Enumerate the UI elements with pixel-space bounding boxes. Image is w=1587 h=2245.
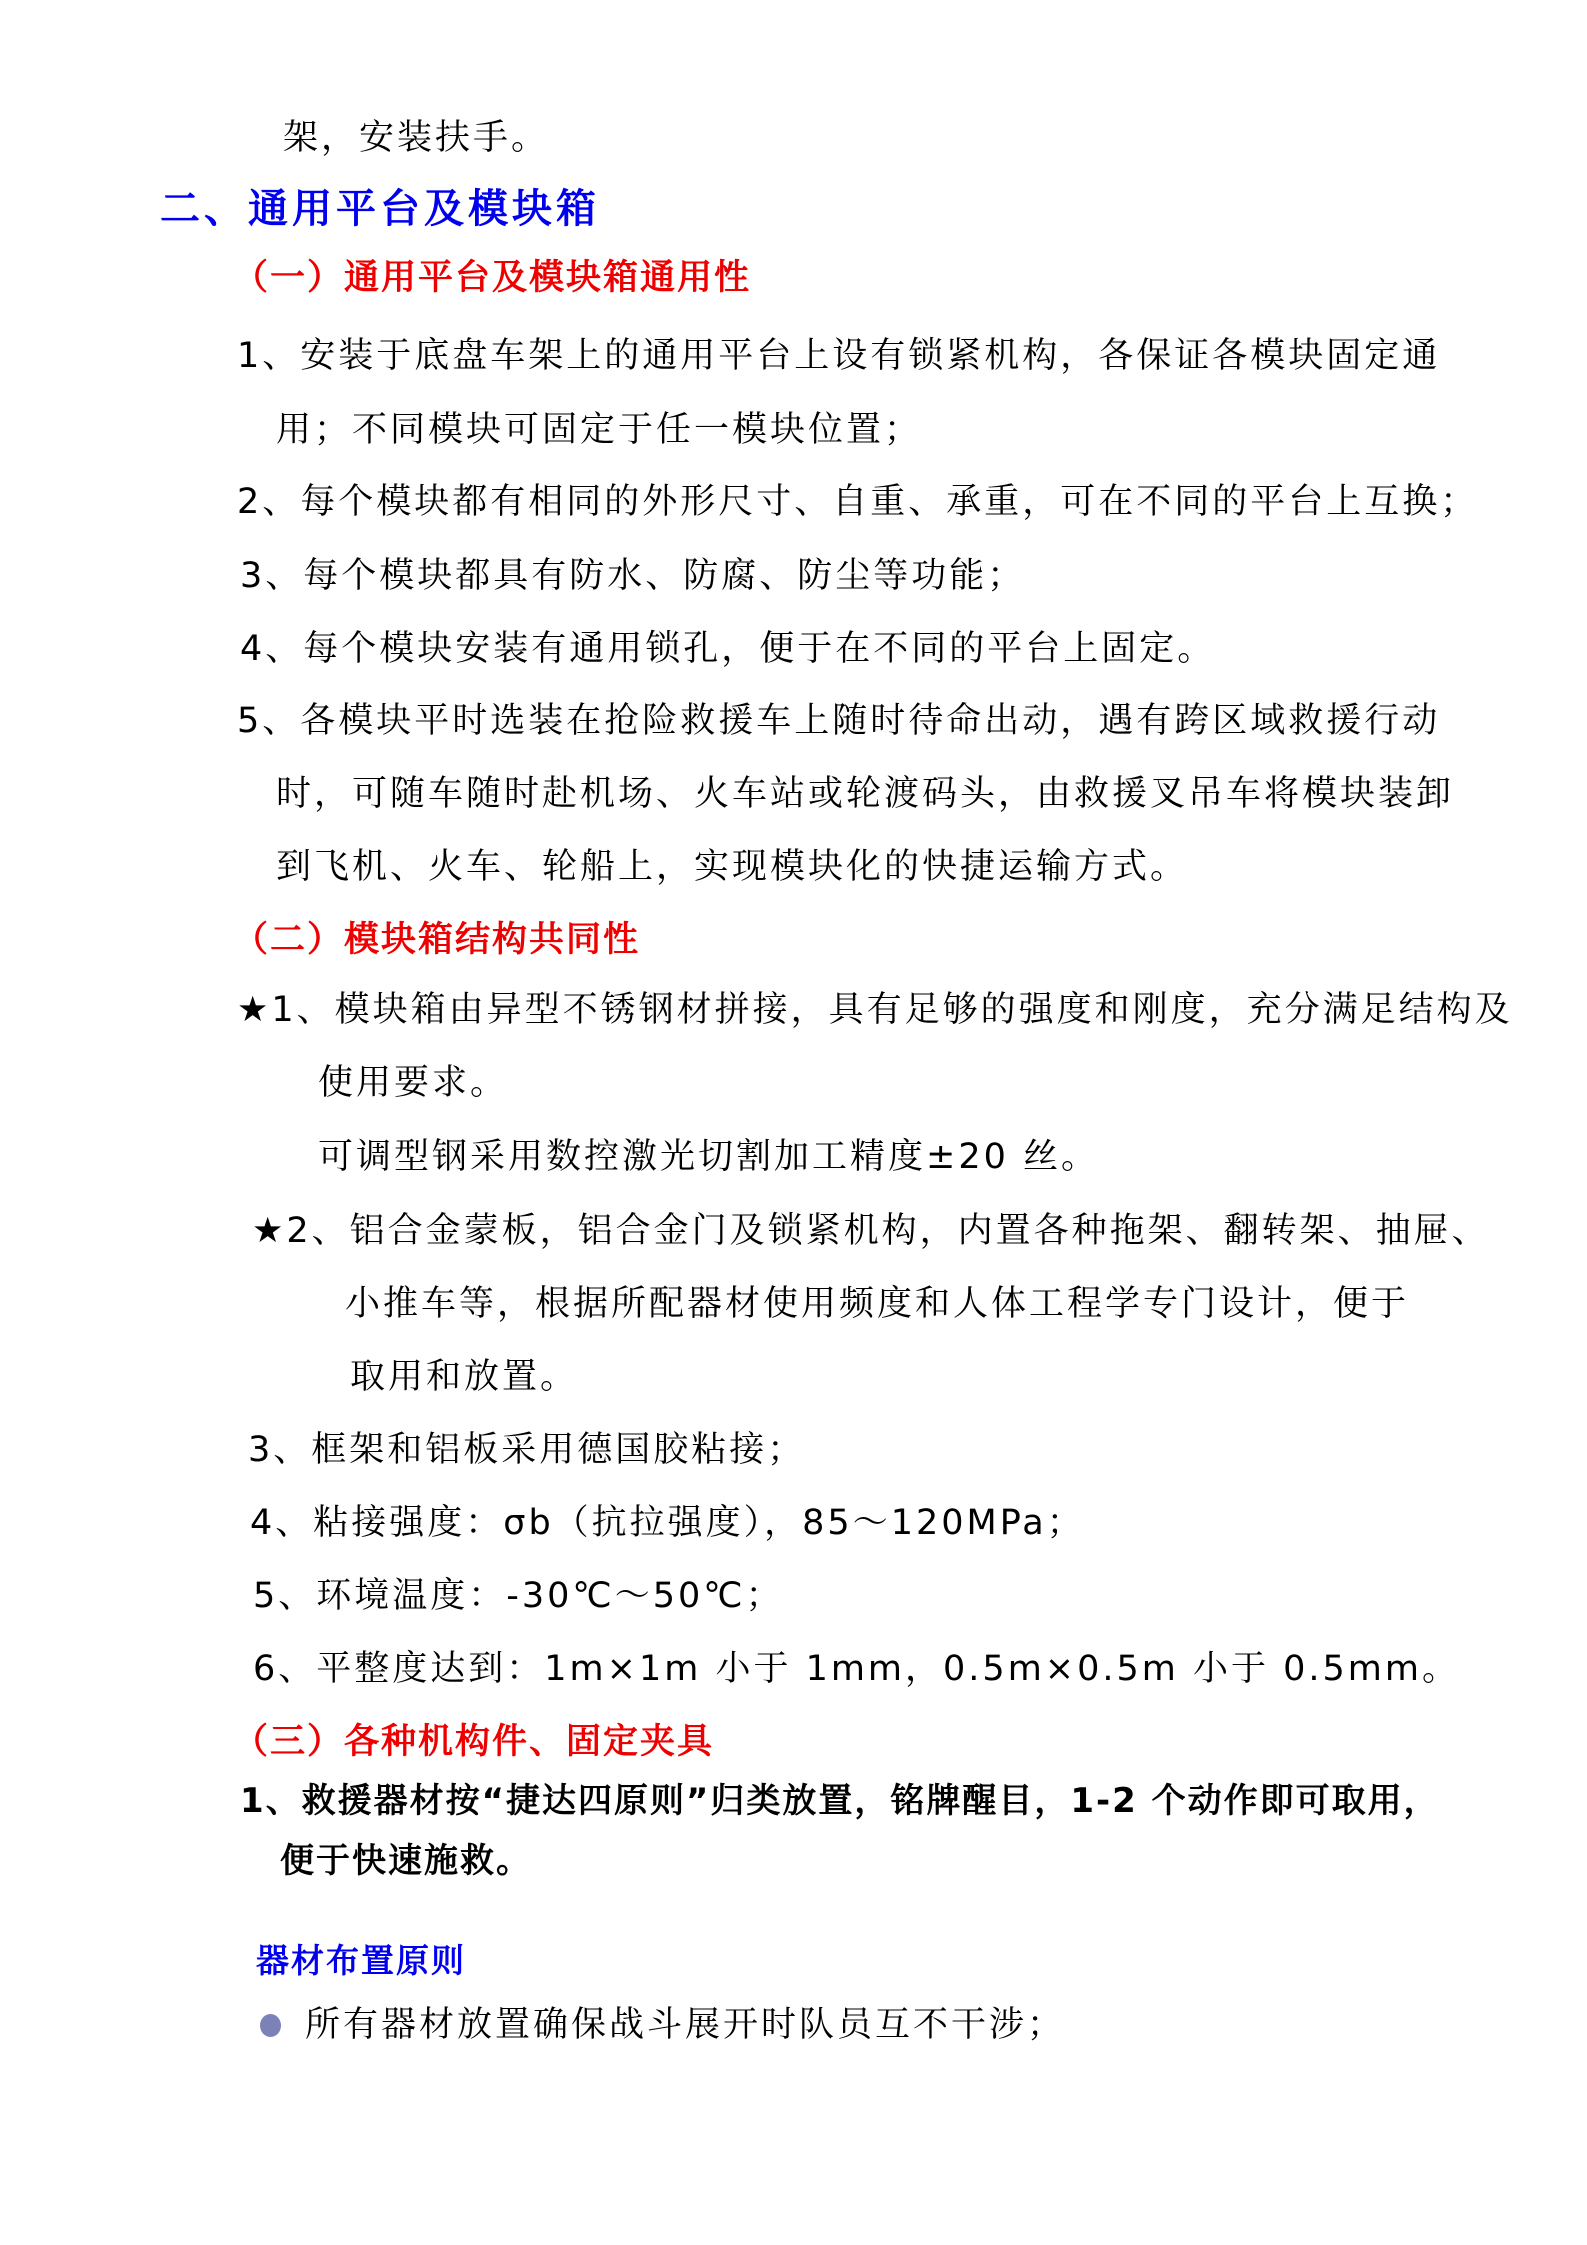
numbered-item-s2-5: 5、环境温度：-30℃～50℃； bbox=[253, 1576, 784, 1616]
numbered-item-3: 3、每个模块都具有防水、防腐、防尘等功能； bbox=[240, 556, 1026, 596]
subheading-red-1: （一）通用平台及模块箱通用性 bbox=[233, 258, 752, 298]
numbered-item-4: 4、每个模块安装有通用锁孔，便于在不同的平台上固定。 bbox=[240, 629, 1216, 669]
bullet-item-text: 所有器材放置确保战斗展开时队员互不干涉； bbox=[305, 2005, 1066, 2045]
bullet-dot-icon bbox=[260, 2014, 281, 2037]
numbered-item-s2-4: 4、粘接强度：σb（抗拉强度），85～120MPa； bbox=[250, 1503, 1085, 1543]
star-item-2-cont-2: 取用和放置。 bbox=[350, 1357, 579, 1397]
subheading-blue-principles: 器材布置原则 bbox=[256, 1941, 466, 1980]
numbered-item-s2-6: 6、平整度达到：1m×1m 小于 1mm，0.5m×0.5m 小于 0.5mm。 bbox=[253, 1649, 1460, 1689]
bold-item-1: 1、救援器材按“捷达四原则”归类放置，铭牌醒目，1-2 个动作即可取用， bbox=[240, 1781, 1440, 1821]
numbered-item-s2-3: 3、框架和铝板采用德国胶粘接； bbox=[248, 1430, 806, 1470]
numbered-item-1: 1、安装于底盘车架上的通用平台上设有锁紧机构，各保证各模块固定通 bbox=[237, 336, 1441, 376]
body-line-continuation: 架，安装扶手。 bbox=[283, 118, 550, 158]
star-item-1: ★1、模块箱由异型不锈钢材拼接，具有足够的强度和刚度，充分满足结构及 bbox=[237, 990, 1513, 1030]
star-item-2-cont-1: 小推车等，根据所配器材使用频度和人体工程学专门设计，便于 bbox=[345, 1284, 1410, 1324]
star-item-1-cont: 使用要求。 bbox=[318, 1063, 509, 1103]
numbered-item-5: 5、各模块平时选装在抢险救援车上随时待命出动，遇有跨区域救援行动 bbox=[237, 701, 1441, 741]
numbered-item-1-cont: 用；不同模块可固定于任一模块位置； bbox=[276, 410, 923, 450]
bold-item-1-cont: 便于快速施救。 bbox=[280, 1841, 532, 1881]
subheading-red-2: （二）模块箱结构共同性 bbox=[233, 920, 641, 960]
numbered-item-5-cont-1: 时，可随车随时赴机场、火车站或轮渡码头，由救援叉吊车将模块装卸 bbox=[276, 774, 1455, 814]
star-item-2: ★2、铝合金蒙板，铝合金门及锁紧机构，内置各种拖架、翻转架、抽屉、 bbox=[252, 1211, 1490, 1251]
numbered-item-5-cont-2: 到飞机、火车、轮船上，实现模块化的快捷运输方式。 bbox=[276, 847, 1189, 887]
bullet-item bbox=[260, 2005, 1065, 2045]
star-item-1-note: 可调型钢采用数控激光切割加工精度±20 丝。 bbox=[318, 1137, 1099, 1177]
numbered-item-2: 2、每个模块都有相同的外形尺寸、自重、承重，可在不同的平台上互换； bbox=[237, 482, 1479, 522]
section-heading-2: 二、通用平台及模块箱 bbox=[160, 186, 600, 232]
subheading-red-3: （三）各种机构件、固定夹具 bbox=[233, 1722, 715, 1762]
